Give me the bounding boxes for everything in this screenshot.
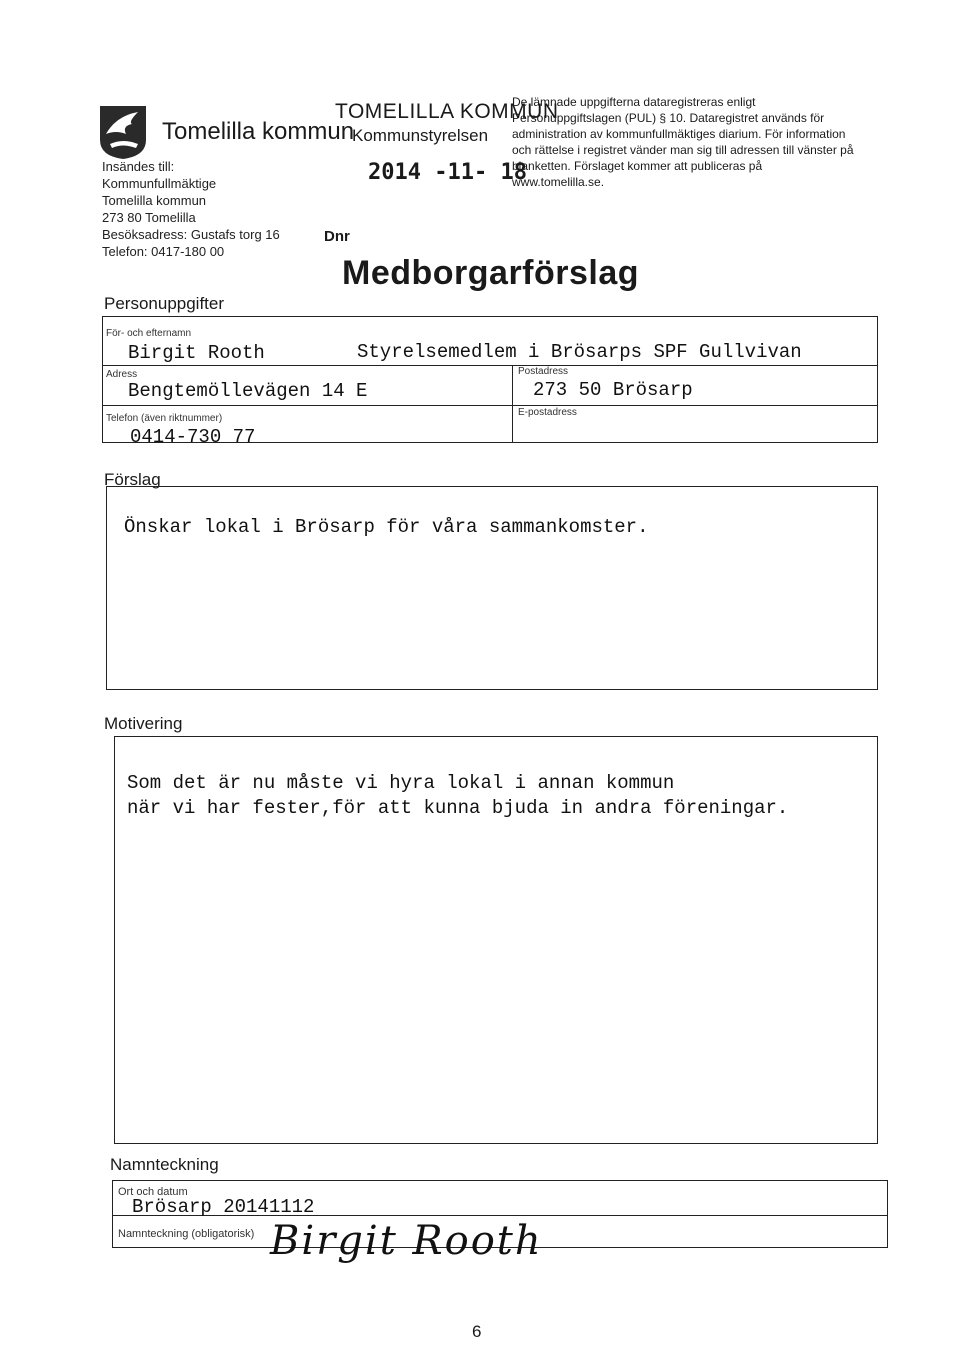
signature-section-title: Namnteckning <box>110 1155 219 1174</box>
municipality-logo <box>98 104 148 160</box>
postal-address-label: Postadress <box>518 366 569 377</box>
signature-field-label: Namnteckning (obligatorisk) <box>118 1228 255 1240</box>
divider <box>102 405 878 406</box>
phone-field-label: Telefon (även riktnummer) <box>106 413 223 424</box>
role-text: Styrelsemedlem i Brösarps SPF Gullvivan <box>357 341 802 363</box>
received-stamp-diary-number: Dnr <box>324 228 350 245</box>
personal-section-title: Personuppgifter <box>104 294 225 313</box>
data-registration-note: De lämnade uppgifterna dataregistreras enligt Personuppgiftslagen (PUL) § 10. Dataregistret används för administration av kommunfullmäktiges diarium. För information och rättelse i registret vänder man sig till adressen till vänster på blanketten. Förslaget kommer att publiceras på www.tomelilla.se. <box>512 95 854 189</box>
address-line: Telefon: 0417-180 00 <box>102 244 225 259</box>
form-title: Medborgarförslag <box>342 254 640 292</box>
postal-address-field[interactable]: 273 50 Brösarp <box>533 379 693 401</box>
divider <box>102 365 878 366</box>
address-line: Kommunfullmäktige <box>102 176 217 191</box>
name-field[interactable]: Birgit Rooth <box>128 342 265 364</box>
divider <box>512 365 513 443</box>
place-date-field[interactable]: Brösarp 20141112 <box>132 1196 315 1218</box>
page-number: 6 <box>472 1322 482 1341</box>
send-to-label: Insändes till: <box>102 159 175 174</box>
received-stamp-name: TOMELILLA KOMMUN <box>335 100 559 123</box>
received-stamp-date: 2014 -11- 18 <box>368 160 527 185</box>
place-date-label: Ort och datum <box>118 1186 188 1198</box>
email-field-label: E-postadress <box>518 407 577 418</box>
address-line: 273 80 Tomelilla <box>102 210 196 225</box>
proposal-section-title: Förslag <box>104 470 161 489</box>
municipality-name: Tomelilla kommun <box>162 118 355 145</box>
proposal-text[interactable]: Önskar lokal i Brösarp för våra sammankomster. <box>124 516 649 538</box>
address-line: Besöksadress: Gustafs torg 16 <box>102 227 280 242</box>
address-field[interactable]: Bengtemöllevägen 14 E <box>128 380 368 402</box>
address-line: Tomelilla kommun <box>102 193 207 208</box>
handwritten-signature: Birgit Rooth <box>270 1218 543 1264</box>
address-field-label: Adress <box>106 369 138 380</box>
phone-field[interactable]: 0414-730 77 <box>130 426 256 448</box>
received-stamp-department: Kommunstyrelsen <box>352 126 489 145</box>
motivation-text[interactable]: Som det är nu måste vi hyra lokal i annan kommun när vi har fester,för att kunna bjuda in andra föreningar. <box>127 772 789 819</box>
name-field-label: För- och efternamn <box>106 328 192 339</box>
motivation-section-title: Motivering <box>104 714 183 733</box>
send-to-address <box>102 158 280 260</box>
